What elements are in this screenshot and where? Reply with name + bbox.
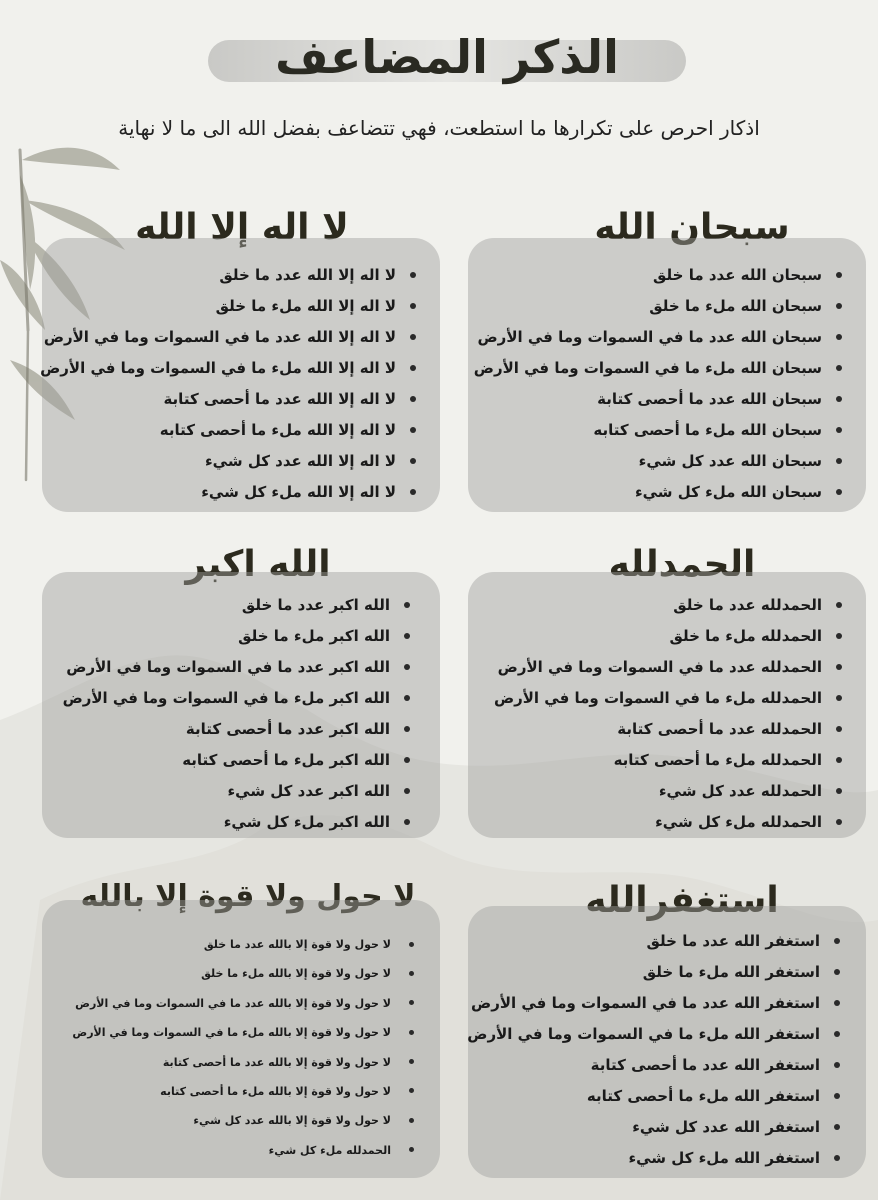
list-istighfar [468,926,840,1174]
bullet-icon [410,427,416,433]
bullet-icon [836,788,842,794]
list-item: الله اكبر ملء ما في السموات وما في الأرض [42,683,410,714]
intro-text: اذكار احرص على تكرارها ما استطعت، فهي تتضاعف بفضل الله الى ما لا نهاية [118,116,760,140]
bullet-icon [834,938,840,944]
list-item: لا حول ولا قوة إلا بالله عدد ما في السموات وما في الأرض [42,989,414,1018]
list-item: الحمدلله عدد كل شيء [468,776,842,807]
list-item: الله اكبر عدد ما في السموات وما في الأرض [42,652,410,683]
bullet-icon [834,1000,840,1006]
list-item: سبحان الله ملء ما أحصى كتابه [468,415,842,446]
bullet-icon [410,489,416,495]
card-istighfar [468,906,866,1178]
bullet-icon [404,695,410,701]
bullet-icon [836,726,842,732]
list-item: لا اله إلا الله ملء ما في السموات وما في الأرض [42,353,416,384]
list-item: الحمدلله عدد ما في السموات وما في الأرض [468,652,842,683]
list-item: الحمدلله ملء ما خلق [468,621,842,652]
list-item: لا حول ولا قوة إلا بالله ملء ما أحصى كتابه [42,1077,414,1106]
list-item: سبحان الله عدد ما خلق [468,260,842,291]
bullet-icon [404,788,410,794]
list-takbir [42,590,410,838]
list-item: الله اكبر عدد ما أحصى كتابة [42,714,410,745]
bullet-icon [404,726,410,732]
card-takbir [42,572,440,838]
bullet-icon [409,1118,414,1123]
list-item: الحمدلله ملء ما في السموات وما في الأرض [468,683,842,714]
bullet-icon [410,272,416,278]
bullet-icon [836,757,842,763]
bullet-icon [834,969,840,975]
bullet-icon [834,1062,840,1068]
list-item: سبحان الله ملء ما خلق [468,291,842,322]
bullet-icon [836,489,842,495]
bullet-icon [836,695,842,701]
bullet-icon [410,303,416,309]
list-item: استغفر الله ملء ما أحصى كتابه [468,1081,840,1112]
list-item: الله اكبر عدد كل شيء [42,776,410,807]
section-title-hamd: الحمدلله [608,544,756,585]
bullet-icon [836,334,842,340]
card-hawqala [42,900,440,1178]
list-item: الحمدلله عدد ما خلق [468,590,842,621]
bullet-icon [410,365,416,371]
bullet-icon [404,819,410,825]
bullet-icon [836,458,842,464]
list-tahlil [42,260,416,508]
list-item: الله اكبر ملء ما أحصى كتابه [42,745,410,776]
bullet-icon [834,1093,840,1099]
section-title-tahlil: لا اله إلا الله [135,207,349,248]
bullet-icon [836,664,842,670]
bullet-icon [410,396,416,402]
list-item: لا حول ولا قوة إلا بالله عدد ما أحصى كتابة [42,1048,414,1077]
bullet-icon [404,757,410,763]
section-title-istighfar: استغفرالله [585,880,779,921]
card-hamd [468,572,866,838]
bullet-icon [409,971,414,976]
list-item: استغفر الله عدد ما أحصى كتابة [468,1050,840,1081]
list-item: لا حول ولا قوة إلا بالله ملء ما في السموات وما في الأرض [42,1018,414,1047]
list-item: لا اله إلا الله عدد ما خلق [42,260,416,291]
list-item: الحمدلله ملء ما أحصى كتابه [468,745,842,776]
bullet-icon [409,1088,414,1093]
list-item: الحمدلله عدد ما أحصى كتابة [468,714,842,745]
card-subhan [468,238,866,512]
bullet-icon [409,1147,414,1152]
list-item: لا اله إلا الله عدد كل شيء [42,446,416,477]
list-item: سبحان الله عدد ما في السموات وما في الأرض [468,322,842,353]
list-item: لا اله إلا الله ملء ما خلق [42,291,416,322]
list-item: الحمدلله ملء كل شيء [468,807,842,838]
bullet-icon [834,1031,840,1037]
list-item: لا حول ولا قوة إلا بالله عدد ما خلق [42,930,414,959]
bullet-icon [409,1059,414,1064]
section-title-subhan: سبحان الله [594,207,790,248]
list-hamd [468,590,842,838]
bullet-icon [836,396,842,402]
bullet-icon [410,334,416,340]
list-hawqala [42,930,414,1165]
bullet-icon [836,303,842,309]
bullet-icon [409,1030,414,1035]
list-item: لا اله إلا الله عدد ما في السموات وما في الأرض [42,322,416,353]
bullet-icon [836,365,842,371]
list-item: الله اكبر عدد ما خلق [42,590,410,621]
list-item: لا اله إلا الله ملء ما أحصى كتابه [42,415,416,446]
bullet-icon [409,942,414,947]
list-item: سبحان الله عدد ما أحصى كتابة [468,384,842,415]
list-item: لا حول ولا قوة إلا بالله ملء ما خلق [42,959,414,988]
bullet-icon [404,664,410,670]
list-item: استغفر الله عدد ما في السموات وما في الأرض [468,988,840,1019]
list-item: لا اله إلا الله عدد ما أحصى كتابة [42,384,416,415]
list-item: لا اله إلا الله ملء كل شيء [42,477,416,508]
list-item: سبحان الله ملء ما في السموات وما في الأرض [468,353,842,384]
list-item: استغفر الله ملء ما خلق [468,957,840,988]
list-item: سبحان الله عدد كل شيء [468,446,842,477]
bullet-icon [410,458,416,464]
list-item: الله اكبر ملء ما خلق [42,621,410,652]
bullet-icon [836,602,842,608]
list-subhan [468,260,842,508]
list-item: لا حول ولا قوة إلا بالله عدد كل شيء [42,1106,414,1135]
list-item: استغفر الله ملء كل شيء [468,1143,840,1174]
card-tahlil [42,238,440,512]
bullet-icon [834,1124,840,1130]
list-item: الله اكبر ملء كل شيء [42,807,410,838]
bullet-icon [409,1000,414,1005]
list-item: استغفر الله عدد ما خلق [468,926,840,957]
bullet-icon [404,602,410,608]
bullet-icon [836,819,842,825]
bullet-icon [836,633,842,639]
bullet-icon [836,272,842,278]
bullet-icon [404,633,410,639]
page-title: الذكر المضاعف [275,30,619,84]
list-item: استغفر الله عدد كل شيء [468,1112,840,1143]
list-item: سبحان الله ملء كل شيء [468,477,842,508]
bullet-icon [834,1155,840,1161]
list-item: الحمدلله ملء كل شيء [42,1136,414,1165]
section-title-takbir: الله اكبر [185,544,331,585]
section-title-hawqala: لا حول ولا قوة إلا بالله [80,879,416,914]
list-item: استغفر الله ملء ما في السموات وما في الأرض [468,1019,840,1050]
bullet-icon [836,427,842,433]
